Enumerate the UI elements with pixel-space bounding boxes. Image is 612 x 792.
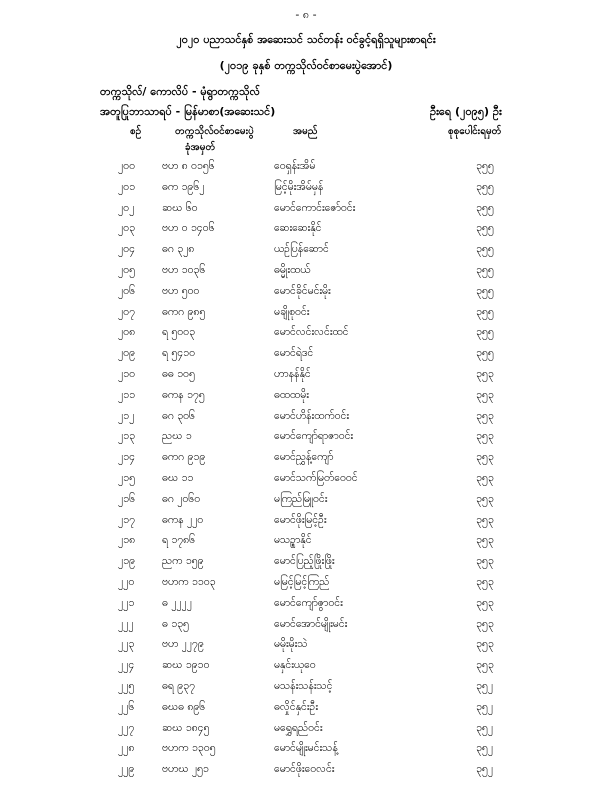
row-marks: ၃၅၅ — [476, 263, 494, 276]
row-registration: ညက ၁၅၉ — [162, 555, 204, 568]
row-name: မောင်ဖိုးဝေလင်း — [274, 763, 335, 776]
table-row — [0, 264, 612, 285]
row-name: မသန်းသန်းသင့် — [274, 679, 333, 692]
row-number: ၂၂၆ — [118, 700, 135, 713]
row-marks: ၃၅၃ — [476, 471, 494, 484]
column-header-reg-sub: ခုံအမှတ် — [185, 142, 216, 153]
row-number: ၂၁၈ — [118, 534, 136, 547]
table-row — [0, 638, 612, 659]
row-name: မမိုးမိုးသဲ — [274, 638, 308, 651]
row-number: ၂၀၅ — [118, 263, 135, 276]
table-row — [0, 389, 612, 410]
row-name: မြင့်မိုးအိမ်မှန် — [274, 180, 324, 193]
row-name: မချိုစုဝင်း — [274, 305, 310, 318]
table-row — [0, 451, 612, 472]
table-row — [0, 763, 612, 784]
row-marks: ၃၅၂ — [476, 679, 493, 692]
row-name: မောင်ကောင်းဇော်ဝင်း — [274, 201, 356, 214]
row-number: ၂၁၄ — [118, 451, 135, 464]
row-number: ၂၂၃ — [118, 638, 135, 651]
row-name: မောင်လင်းလင်းထင် — [274, 326, 349, 339]
row-name: မောင်ဖိုးမြင့်ဦး — [274, 513, 327, 526]
row-name: မောင်ကျော်ရာဇာဝင်း — [274, 430, 354, 443]
table-row — [0, 181, 612, 202]
row-marks: ၃၅၃ — [476, 409, 494, 422]
row-marks: ၃၅၃ — [476, 430, 494, 443]
table-row — [0, 410, 612, 431]
row-registration: ဓဓ ၁၀၅ — [162, 367, 195, 380]
row-marks: ၃၅၅ — [476, 201, 494, 214]
table-row — [0, 243, 612, 264]
row-registration: ဗဟက ၁၃၀၅ — [162, 742, 216, 755]
table-row — [0, 493, 612, 514]
row-name: မရွှေရည်ဝင်း — [274, 721, 323, 734]
row-name: ဓလှိုင်နှင်းဦး — [274, 700, 318, 713]
row-registration: ဓက ၁၉၆၂ — [162, 180, 205, 193]
row-name: မောင်အောင်မျိုးမင်း — [274, 617, 348, 630]
table-row — [0, 659, 612, 680]
row-name: မမြင့်မြင့်ကြည် — [274, 575, 330, 588]
row-number: ၂၀၄ — [118, 243, 135, 256]
table-row — [0, 576, 612, 597]
table-row — [0, 514, 612, 535]
document-title: ၂၀၂၀ ပညာသင်နှစ် အဆေးသင် သင်တန်း ဝင်ခွင့်ရရှိသူများစာရင်း — [176, 33, 436, 46]
row-registration: ဓကဂ ၉၁၉ — [162, 451, 206, 464]
table-row — [0, 202, 612, 223]
table-row — [0, 534, 612, 555]
table-row — [0, 368, 612, 389]
table-row — [0, 597, 612, 618]
table-row — [0, 285, 612, 306]
row-registration: ဗဟက ၁၁၀၃ — [162, 575, 216, 588]
row-number: ၂၀၉ — [118, 347, 135, 360]
row-number: ၂၂၁ — [118, 596, 135, 609]
row-number: ၂၁၅ — [118, 471, 135, 484]
row-marks: ၃၅၅ — [476, 284, 494, 297]
row-number: ၂၀၇ — [118, 305, 135, 318]
row-marks: ၃၅၃ — [476, 638, 494, 651]
row-number: ၂၂၄ — [118, 659, 135, 672]
row-name: မောင်ပြည့်ဖြိုးဖြိုး — [274, 555, 335, 568]
row-name: မောင်ဟိန်းထက်ဝင်း — [274, 409, 350, 422]
row-marks: ၃၅၃ — [476, 451, 494, 464]
row-number: ၂၁၆ — [118, 492, 135, 505]
row-number: ၂၀၃ — [118, 222, 135, 235]
row-number: ၂၁၇ — [118, 513, 135, 526]
row-name: ဆေးဆေးနိုင် — [274, 222, 322, 235]
table-row — [0, 742, 612, 763]
page-number: - ၈ - — [295, 8, 317, 21]
row-marks: ၃၅၅ — [476, 347, 494, 360]
table-row — [0, 222, 612, 243]
row-registration: ဆဃ ၁၈၄၅ — [162, 721, 210, 734]
row-marks: ၃၅၃ — [476, 492, 494, 505]
row-registration: ဗဟ ၀ ၁၄၀၆ — [162, 222, 215, 235]
table-row — [0, 701, 612, 722]
student-table — [0, 160, 612, 784]
column-header-marks: စုစုပေါင်းရမှတ် — [448, 126, 502, 137]
row-registration: ဓဃဓ ၈၉၆ — [162, 700, 206, 713]
table-row — [0, 160, 612, 181]
table-row — [0, 472, 612, 493]
row-number: ၂၀၀ — [118, 160, 135, 172]
row-registration: ဓကန ၂၂၀ — [162, 513, 204, 526]
row-name: ယဉ်ပြန်ဆောင် — [274, 243, 329, 256]
subject-line: အတူပြုဘာသာရပ် - မြန်မာစာ(အဆေးသင်) — [100, 105, 276, 118]
row-number: ၂၂၀ — [118, 575, 135, 588]
row-number: ၂၁၉ — [118, 555, 135, 568]
row-marks: ၃၅၃ — [476, 596, 494, 609]
row-registration: ဓဃ ၁၁ — [162, 471, 194, 484]
row-registration: ဓ ၂၂၂၂ — [162, 596, 192, 609]
row-number: ၂၀၈ — [118, 326, 136, 339]
row-number: ၂၁၃ — [118, 430, 135, 443]
row-registration: ညဃ ၁ — [162, 430, 192, 443]
row-name: မောင်မျိုးမင်းသန့် — [274, 742, 338, 755]
table-row — [0, 722, 612, 743]
row-name: ဓထထမိုး — [274, 388, 309, 401]
row-marks: ၃၅၃ — [476, 388, 494, 401]
row-registration: ဓကဂ ၉၈၅ — [162, 305, 206, 318]
row-number: ၂၂၉ — [118, 763, 135, 776]
row-marks: ၃၅၃ — [476, 617, 494, 630]
row-name: ဓမ္မိုးထယ် — [274, 263, 311, 276]
row-name: မောင်ခိုင်မင်းမိုး — [274, 284, 331, 297]
row-number: ၂၁၂ — [118, 409, 135, 422]
row-marks: ၃၅၅ — [476, 160, 494, 172]
row-registration: ဓရ ၉၃၇ — [162, 679, 195, 692]
row-name: မကြည်မြူဝင်း — [274, 492, 328, 505]
row-name: ဟာနန်နိုင် — [274, 367, 311, 380]
row-number: ၂၂၅ — [118, 679, 135, 692]
table-row — [0, 347, 612, 368]
row-marks: ၃၅၃ — [476, 534, 494, 547]
row-registration: ဆဃ ၆၀ — [162, 201, 198, 214]
table-row — [0, 680, 612, 701]
row-marks: ၃၅၃ — [476, 513, 494, 526]
row-registration: ရ ၅၀၀၃ — [162, 326, 195, 339]
document-subtitle: (၂၀၁၉ ခုနှစ် တက္ကသိုလ်ဝင်စာမေးပွဲအောင်) — [219, 59, 393, 72]
table-row — [0, 326, 612, 347]
row-name: မောင်သက်မြတ်ဝေဝင် — [274, 471, 358, 484]
row-marks: ၃၅၃ — [476, 659, 494, 672]
row-marks: ၃၅၃ — [476, 575, 494, 588]
column-header-no: စဉ် — [130, 126, 142, 137]
row-number: ၂၂၇ — [118, 721, 135, 734]
table-row — [0, 618, 612, 639]
row-marks: ၃၅၅ — [476, 326, 494, 339]
row-registration: ရ ၅၄၁၀ — [162, 347, 195, 360]
column-header-reg: တက္ကသိုလ်ဝင်စာမေးပွဲ — [175, 126, 254, 137]
university-line: တက္ကသိုလ်/ ကောလိပ် - မုံရွာတက္ကသိုလ် — [100, 85, 260, 98]
row-name: မောင်ကျော်ဇွာဝင်း — [274, 596, 343, 609]
column-header-name: အမည် — [293, 126, 318, 137]
row-marks: ၃၅၅ — [476, 180, 494, 193]
row-name: မောင်ညွှန့်ကျော် — [274, 451, 334, 464]
row-marks: ၃၅၂ — [476, 742, 493, 755]
row-number: ၂၁၁ — [118, 388, 135, 401]
row-marks: ၃၅၂ — [476, 763, 493, 776]
row-marks: ၃၅၅ — [476, 243, 494, 256]
table-row — [0, 430, 612, 451]
row-number: ၂၂၂ — [118, 617, 134, 630]
row-number: ၂၀၆ — [118, 284, 135, 297]
row-registration: ဗဟ ၁၀၃၆ — [162, 263, 206, 276]
row-marks: ၃၅၂ — [476, 721, 493, 734]
row-registration: ဆဃ ၁၉၁၀ — [162, 659, 210, 672]
row-marks: ၃၅၃ — [476, 367, 494, 380]
row-name: မောင်ရဲဒင် — [274, 347, 314, 360]
table-row — [0, 555, 612, 576]
row-registration: ဓဂ ၃၂၈ — [162, 243, 195, 256]
row-registration: ဗဟ ၈ ၀၁၅၆ — [162, 160, 215, 172]
row-marks: ၃၅၅ — [476, 305, 494, 318]
row-registration: ဓဂ ၂၀၆၀ — [162, 492, 201, 505]
row-number: ၂၀၁ — [118, 180, 135, 193]
row-name: ဝေရှန်းအိမ် — [274, 160, 316, 172]
row-registration: ဓကန ၁၇၅ — [162, 388, 205, 401]
row-name: မနှင်းယုဝေ — [274, 659, 316, 672]
row-name: မသဥ္စာနိုင် — [274, 534, 312, 547]
row-registration: ဗဟ ၂၂၇၉ — [162, 638, 204, 651]
row-registration: ဓဂ ၃၀၆ — [162, 409, 195, 422]
row-registration: ဓ ၁၃၅ — [162, 617, 189, 630]
row-marks: ၃၅၃ — [476, 555, 494, 568]
total-count: ဦးရေ (၂၀၉၅) ဦး — [430, 105, 502, 118]
row-number: ၂၀၂ — [118, 201, 135, 214]
row-registration: ရ ၁၇၈၆ — [162, 534, 196, 547]
row-marks: ၃၅၅ — [476, 222, 494, 235]
table-row — [0, 306, 612, 327]
row-registration: ဗဟ ၅၀၀ — [162, 284, 200, 297]
row-number: ၂၁၀ — [118, 367, 135, 380]
row-registration: ဗဟဃ ၂၅၁ — [162, 763, 209, 776]
row-number: ၂၂၈ — [118, 742, 135, 755]
row-marks: ၃၅၂ — [476, 700, 493, 713]
